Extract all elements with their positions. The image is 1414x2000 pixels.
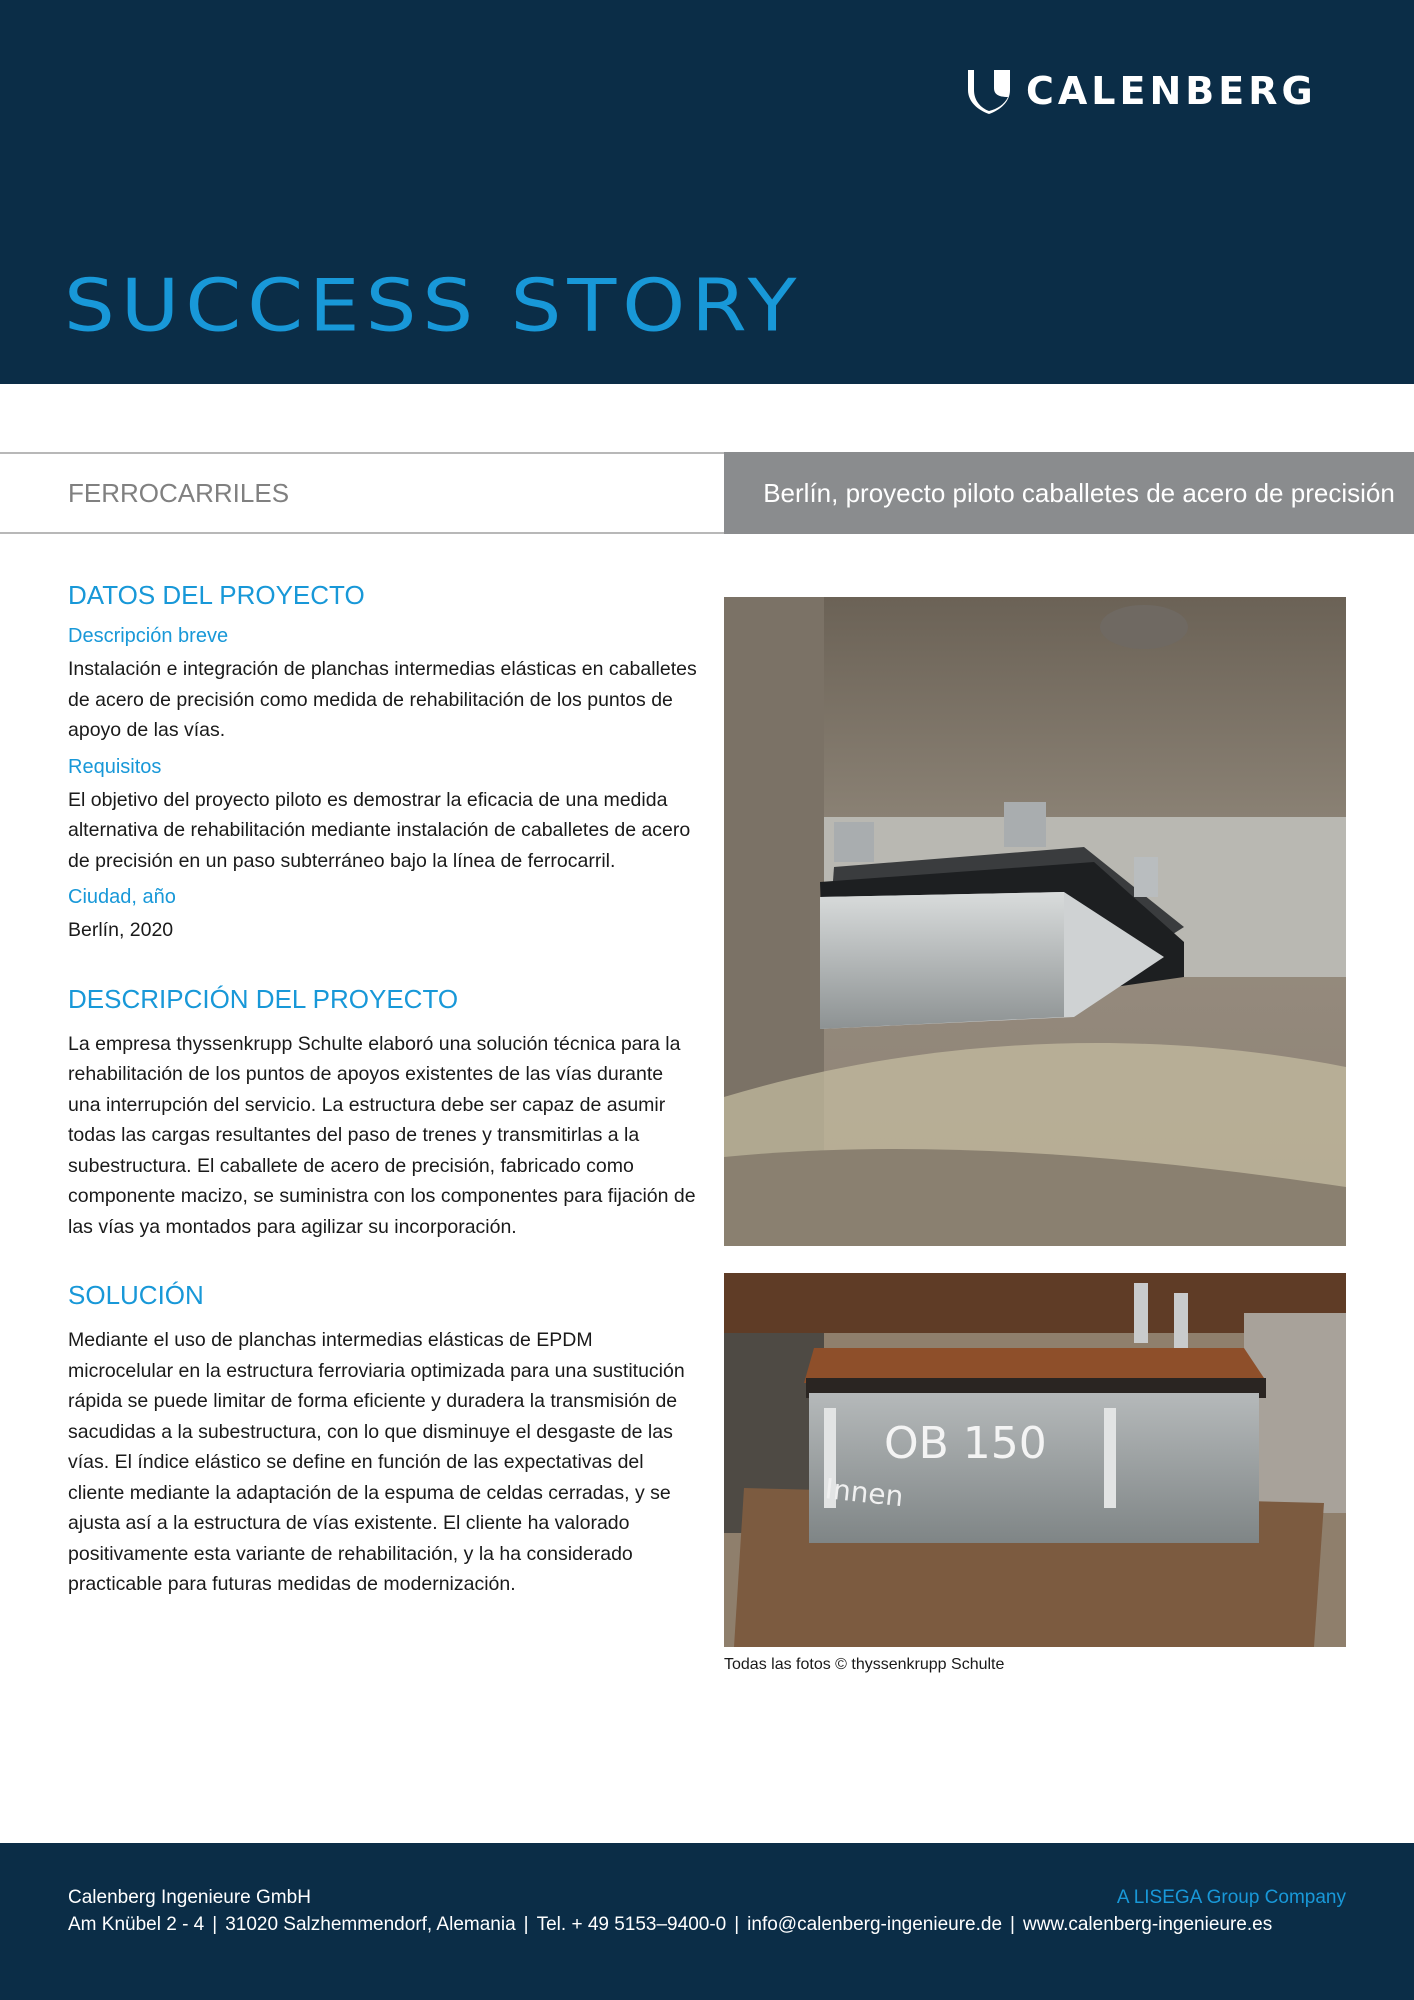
footer-city: 31020 Salzhemmendorf, Alemania: [225, 1914, 516, 1935]
separator: |: [523, 1914, 529, 1935]
content-column: [68, 580, 698, 1638]
short-description-label: Descripción breve: [68, 625, 229, 647]
category-band: [0, 452, 1414, 534]
requirements-text: El objetivo del proyecto piloto es demostrar la eficacia de una medida alternativa de rehabilitación mediante instalación de caballetes de acero de precisión en un paso subterráneo bajo la línea de ferrocarril.: [68, 788, 691, 872]
project-description-section: [68, 984, 698, 1243]
photo-steel-trestle-block: [724, 1273, 1346, 1647]
footer-email[interactable]: info@calenberg-ingenieure.de: [747, 1914, 1003, 1935]
footer-phone[interactable]: Tel. + 49 5153–9400-0: [536, 1914, 727, 1935]
requirements-label: Requisitos: [68, 755, 162, 778]
block-marking-text: OB 150: [884, 1418, 1047, 1469]
project-data-heading: DATOS DEL PROYECTO: [68, 580, 365, 610]
project-description-heading: DESCRIPCIÓN DEL PROYECTO: [68, 983, 459, 1014]
photo-caption: Todas las fotos © thyssenkrupp Schulte: [724, 1656, 1005, 1673]
page-title: SUCCESS STORY: [64, 263, 803, 348]
city-year-label: Ciudad, año: [68, 886, 176, 908]
footer: [0, 1843, 1414, 2000]
separator: |: [734, 1914, 740, 1935]
photo-steel-trestle-underpass: [724, 597, 1346, 1246]
block-marking-text-2: Innen: [823, 1472, 906, 1514]
category-label: FERROCARRILES: [68, 478, 290, 508]
calenberg-logo[interactable]: [964, 66, 1317, 116]
shield-logo-icon: [964, 66, 1014, 116]
city-year-text: Berlín, 2020: [68, 919, 174, 941]
brand-name: CALENBERG: [1026, 69, 1317, 113]
solution-text: Mediante el uso de planchas intermedias elásticas de EPDM microcelular en la estructura ferroviaria optimizada para una sustitución rápida se puede limitar de forma eficiente y duradera la transmisión de sacudidas a la subestructura, con lo que disminuye el desgaste de las vías. El índice elástico se define en función de las expectativas del cliente mediante la adaptación de la espuma de celdas cerradas, y se ajusta así a la estructura de vías existente. El cliente ha valorado positivamente esta variante de rehabilitación, y la ha considerado practicable para futuras medidas de modernización.: [68, 1329, 685, 1595]
header: [0, 0, 1414, 384]
separator: |: [1010, 1914, 1015, 1935]
footer-contact: [68, 1914, 1272, 1936]
separator: |: [212, 1914, 218, 1935]
footer-company: Calenberg Ingenieure GmbH: [68, 1887, 311, 1908]
short-description-text: Instalación e integración de planchas intermedias elásticas en caballetes de acero de precisión como medida de rehabilitación de los puntos de apoyo de las vías.: [68, 658, 697, 741]
footer-website[interactable]: www.calenberg-ingenieure.es: [1022, 1914, 1273, 1935]
footer-group: A LISEGA Group Company: [1116, 1887, 1346, 1908]
solution-heading: SOLUCIÓN: [68, 1280, 204, 1310]
project-data-section: [68, 580, 698, 946]
solution-section: [68, 1280, 698, 1600]
project-description-text: La empresa thyssenkrupp Schulte elaboró una solución técnica para la rehabilitación de los puntos de apoyos existentes de las vías durante una interrupción del servicio. La estructura debe ser capaz de asumir todas las cargas resultantes del paso de trenes y transmitirlas a la subestructura. El caballete de acero de precisión, fabricado como componente macizo, se suministra con los componentes para fijación de las vías ya montados para agilizar su incorporación.: [68, 1032, 696, 1238]
project-title: Berlín, proyecto piloto caballetes de acero de precisión: [724, 452, 1414, 534]
footer-address: Am Knübel 2 - 4: [68, 1914, 205, 1935]
